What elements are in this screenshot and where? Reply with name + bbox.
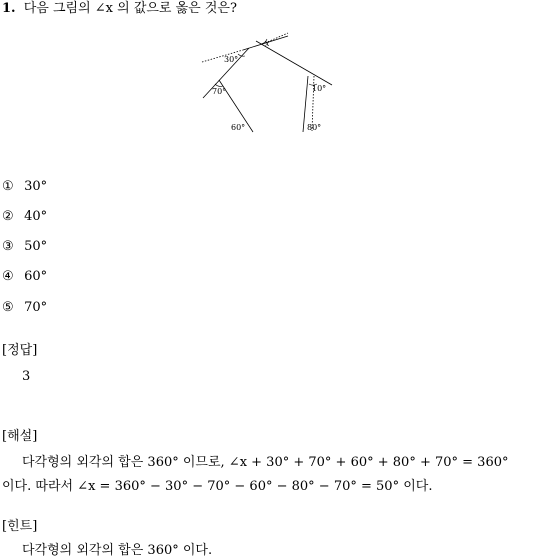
choice-5-marker: ⑤ xyxy=(2,300,14,315)
choice-1-text: 30° xyxy=(24,179,48,194)
choice-2-text: 40° xyxy=(24,209,48,224)
choice-3-marker: ③ xyxy=(2,239,14,254)
answer-value: 3 xyxy=(22,369,31,384)
choice-5[interactable] xyxy=(2,299,47,317)
answer-label: [정답] xyxy=(2,343,38,358)
label-x: x xyxy=(265,39,270,48)
explanation-label: [해설] xyxy=(2,429,38,444)
choice-2-marker: ② xyxy=(2,209,14,224)
polygon-figure xyxy=(195,26,340,138)
choice-4-marker: ④ xyxy=(2,269,14,284)
choice-5-text: 70° xyxy=(24,300,48,315)
choice-3[interactable] xyxy=(2,238,47,256)
hint-label: [힌트] xyxy=(2,519,38,534)
label-30: 30° xyxy=(224,55,239,64)
label-80: 80° xyxy=(307,123,322,132)
label-10: 10° xyxy=(312,84,327,93)
label-70: 70° xyxy=(212,87,227,96)
choice-3-text: 50° xyxy=(24,239,48,254)
explanation-line-2: 이다. 따라서 ∠x = 360° − 30° − 70° − 60° − 80° − 70° = 50° 이다. xyxy=(2,479,433,494)
question-title xyxy=(2,0,237,18)
label-60: 60° xyxy=(231,123,246,132)
question-number: 1. xyxy=(2,1,16,16)
arc-30 xyxy=(238,54,245,56)
explanation-line-1: 다각형의 외각의 합은 360° 이므로, ∠x + 30° + 70° + 60° + 80° + 70° = 360° xyxy=(22,455,509,470)
choice-1[interactable] xyxy=(2,178,47,196)
choice-4-text: 60° xyxy=(24,269,48,284)
choice-1-marker: ① xyxy=(2,179,14,194)
question-text: 다음 그림의 ∠x 의 값으로 옳은 것은? xyxy=(23,1,237,16)
choice-4[interactable] xyxy=(2,268,47,286)
hint-text: 다각형의 외각의 합은 360° 이다. xyxy=(22,543,213,558)
choice-2[interactable] xyxy=(2,208,47,226)
